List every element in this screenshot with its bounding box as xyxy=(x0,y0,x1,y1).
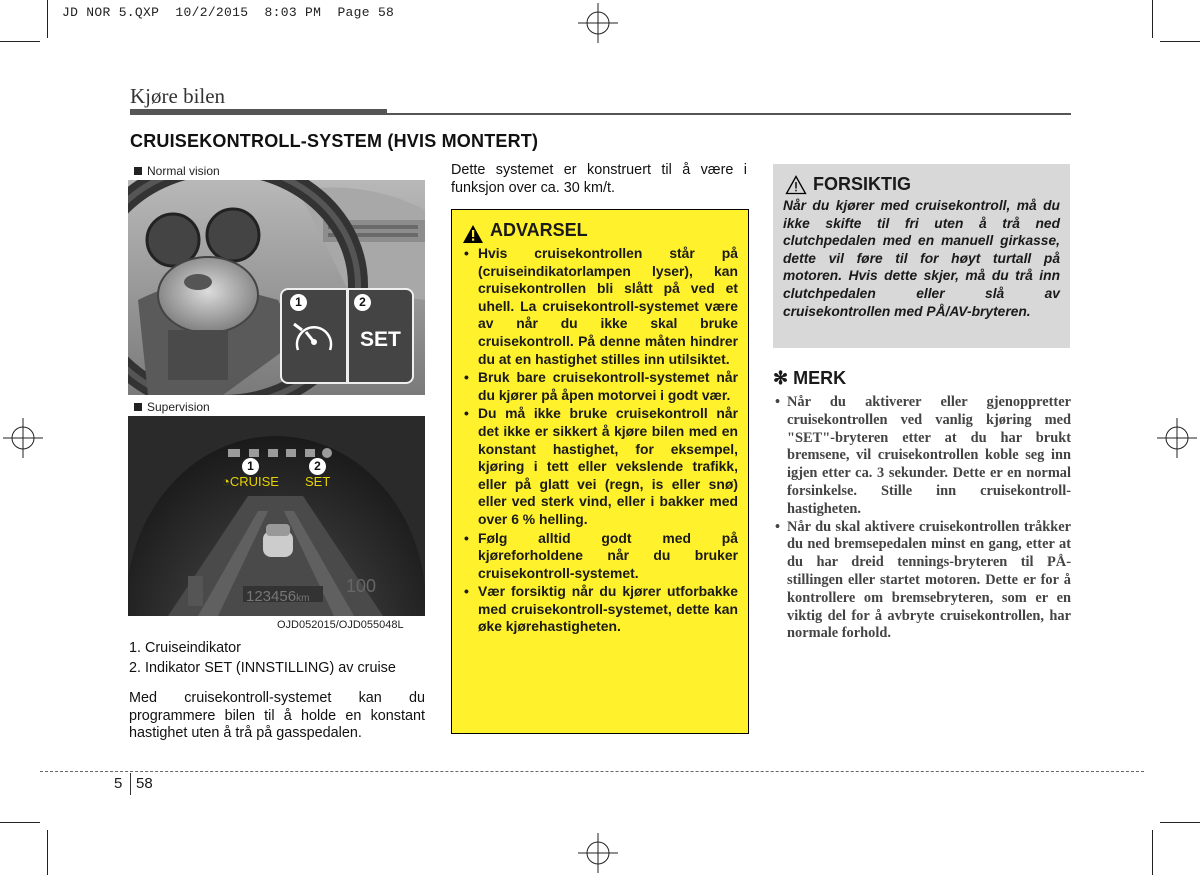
footer-dashed-rule xyxy=(40,771,1144,772)
callout-divider xyxy=(346,290,349,382)
crop-mark xyxy=(0,41,40,42)
warning-item: • Du må ikke bruke cruisekontroll når det ikke er sikkert å kjøre bilen med en konstant hastighet, for eksempel, kjøring i tett eller vekslende trafikk, eller på glatt vei (regn, is eller snø) eller ved sterk vind, eller i bakker med over 6 % helling. xyxy=(462,405,738,528)
list-item-2: 2. Indikator SET (INNSTILLING) av cruise xyxy=(129,660,396,676)
crop-mark xyxy=(0,822,40,823)
registration-mark-icon xyxy=(3,418,43,458)
list-item-1: 1. Cruiseindikator xyxy=(129,640,241,656)
callout-number-2: 2 xyxy=(354,294,371,311)
crop-mark xyxy=(1152,0,1153,38)
intro-paragraph: Dette systemet er konstruert til å være i funksjon over ca. 30 km/t. xyxy=(451,162,747,196)
cruise-switch-callout xyxy=(280,288,414,384)
crop-mark xyxy=(47,830,48,875)
registration-mark-icon xyxy=(578,3,618,43)
cruise-speedometer-icon xyxy=(292,316,336,360)
cruise-indicator-icon: ◔ xyxy=(222,474,230,489)
registration-mark-icon xyxy=(1157,418,1197,458)
cluster-display-image xyxy=(128,416,425,616)
callout-number-1: 1 xyxy=(242,458,259,475)
header-rule-thick xyxy=(130,109,387,115)
registration-mark-icon xyxy=(578,833,618,873)
warning-item: • Følg alltid godt med på kjøreforholdene når du bruker cruisekontroll-systemet. xyxy=(462,530,738,583)
warning-list xyxy=(462,245,738,636)
caution-text: Når du kjører med cruisekontroll, må du ikke skifte til fri uten å trå ned clutchpedalen med en manuell girkasse, dette vil føre til for høyt turtall på motoren. Hvis dette skjer, må du trå inn clutchpedalen eller slå av cruisekontrollen med PÅ/AV-bryteren. xyxy=(783,198,1060,319)
square-bullet-icon xyxy=(134,403,142,411)
section-title: CRUISEKONTROLL-SYSTEM (HVIS MONTERT) xyxy=(130,131,539,151)
caution-title: FORSIKTIG xyxy=(813,174,911,194)
warning-item: • Bruk bare cruisekontroll-systemet når du kjører på åpen motorvei i godt vær. xyxy=(462,369,738,404)
crop-mark xyxy=(1160,41,1200,42)
bottom-paragraph: Med cruisekontroll-systemet kan du programmere bilen til å holde en konstant hastighet uten å trå på gasspedalen. xyxy=(129,690,425,742)
caution-box xyxy=(773,164,1070,348)
note-heading xyxy=(773,368,846,389)
warning-title: ADVARSEL xyxy=(490,220,588,240)
square-bullet-icon xyxy=(134,167,142,175)
crop-mark xyxy=(1152,830,1153,875)
print-slug: JD NOR 5.QXP 10/2/2015 8:03 PM Page 58 xyxy=(62,5,395,20)
footer-chapter-number: 5 xyxy=(114,775,123,792)
odometer-unit: km xyxy=(296,593,310,604)
footer-page-number: 58 xyxy=(136,775,153,792)
note-list xyxy=(773,394,1071,643)
warning-item: • Hvis cruisekontrollen står på (cruiseindikatorlampen lyser), kan cruisekontrollen bli slått på ved et uhell. La cruisekontroll-systemet være av når du ikke skal bruke cruisekontroll. På denne måten hindrer du at en hastighet stilles inn utilsiktet. xyxy=(462,245,738,368)
figure-code: OJD052015/OJD055048L xyxy=(277,619,404,631)
note-item: • Når du aktiverer eller gjenoppretter cruisekontrollen ved vanlig kjøring med "SET"-bryteren etter at du har brukt bremsene, vil cruisekontrollen koble seg inn igjen etter ca. 3 sekunder. Dette er en normal forsinkelse. Stille inn cruisekontroll-hastigheten. xyxy=(773,394,1071,519)
figure-label-normal xyxy=(134,164,220,178)
asterisk-icon: ✻ xyxy=(773,368,789,388)
figure-label-supervision xyxy=(134,400,210,414)
figure-label-supervision-text: Supervision xyxy=(147,400,210,414)
odometer-value: 123456 xyxy=(246,588,297,605)
warning-triangle-icon xyxy=(462,224,484,244)
warning-box xyxy=(451,209,749,734)
chapter-title: Kjøre bilen xyxy=(130,84,226,108)
cluster-cruise-indicator xyxy=(222,474,279,489)
crop-mark xyxy=(47,0,48,38)
crop-mark xyxy=(1160,822,1200,823)
cluster-set-indicator: SET xyxy=(305,474,331,489)
note-title: MERK xyxy=(793,368,847,388)
footer-separator xyxy=(130,773,131,795)
cluster-cruise-label: CRUISE xyxy=(229,474,279,489)
note-item: • Når du skal aktivere cruisekontrollen tråkker du ned bremsepedalen minst en gang, etter at du har dreid tennings-bryteren til PÅ-stillingen eller startet motoren. Dette er for å kontrollere om bremsebryteren, som er en viktig del for å avbryte cruisekontrollen, har normale forhold. xyxy=(773,519,1071,644)
set-button-label: SET xyxy=(360,328,401,351)
callout-number-1: 1 xyxy=(290,294,307,311)
callout-number-2: 2 xyxy=(309,458,326,475)
warning-item: • Vær forsiktig når du kjører utforbakke med cruisekontroll-systemet, dette kan øke kjørehastigheten. xyxy=(462,583,738,636)
header-rule-thin xyxy=(387,113,1071,115)
odometer-readout xyxy=(246,588,309,605)
caution-triangle-icon xyxy=(785,175,807,195)
speed-readout: 100 xyxy=(346,576,377,596)
figure-label-normal-text: Normal vision xyxy=(147,164,220,178)
